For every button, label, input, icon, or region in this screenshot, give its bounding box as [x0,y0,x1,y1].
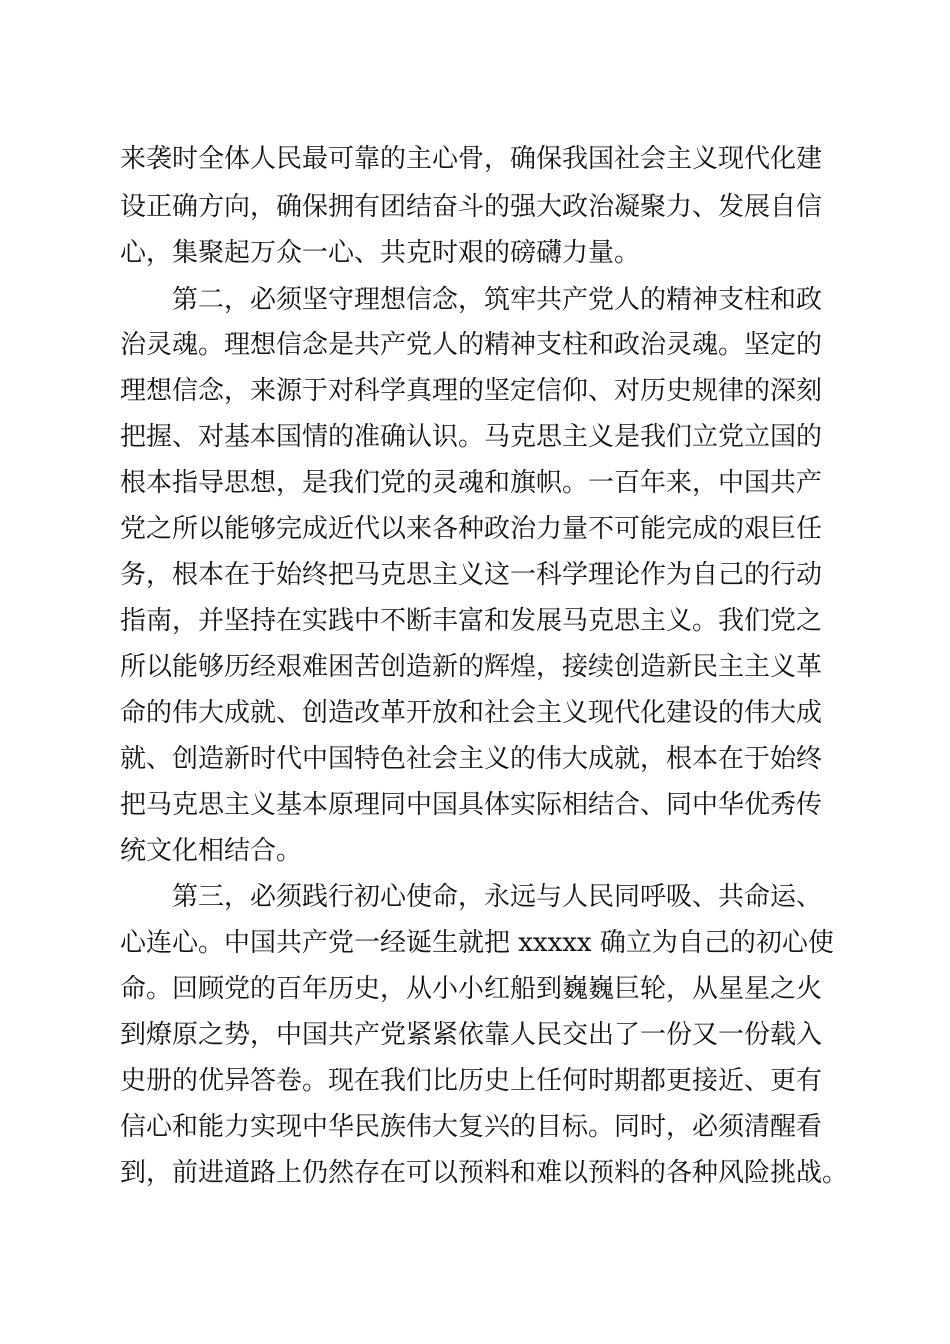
text-line: 务，根本在于始终把马克思主义这一科学理论作为自己的行动 [120,560,823,590]
text-line: 心，集聚起万众一心、共克时艰的磅礴力量。 [120,238,641,268]
text-line: 设正确方向，确保拥有团结奋斗的强大政治凝聚力、发展自信 [120,192,823,222]
paragraph-heading-line: 第二，必须坚守理想信念，筑牢共产党人的精神支柱和政 [172,285,823,315]
text-line: 指南，并坚持在实践中不断丰富和发展马克思主义。我们党之 [120,606,823,636]
text-line: 党之所以能够完成近代以来各种政治力量不可能完成的艰巨任 [120,514,823,544]
text-line: 理想信念，来源于对科学真理的坚定信仰、对历史规律的深刻 [120,376,823,406]
text-line: 把握、对基本国情的准确认识。马克思主义是我们立党立国的 [120,422,823,452]
text-line: 信心和能力实现中华民族伟大复兴的目标。同时，必须清醒看 [120,1112,823,1142]
text-line: 命的伟大成就、创造改革开放和社会主义现代化建设的伟大成 [120,698,823,728]
text-line: 来袭时全体人民最可靠的主心骨，确保我国社会主义现代化建 [120,144,823,174]
text-line: 命。回顾党的百年历史，从小小红船到巍巍巨轮，从星星之火 [120,974,823,1004]
text-line: 史册的优异答卷。现在我们比历史上任何时期都更接近、更有 [120,1066,823,1096]
text-line: 到，前进道路上仍然存在可以预料和难以预料的各种风险挑战。 [120,1158,849,1188]
text-line: 治灵魂。理想信念是共产党人的精神支柱和政治灵魂。坚定的 [120,330,823,360]
text-line: 就、创造新时代中国特色社会主义的伟大成就，根本在于始终 [120,744,823,774]
text-line: 到燎原之势，中国共产党紧紧依靠人民交出了一份又一份载入 [120,1020,823,1050]
text-line: 所以能够历经艰难困苦创造新的辉煌，接续创造新民主主义革 [120,652,823,682]
paragraph-heading-line: 第三，必须践行初心使命，永远与人民同呼吸、共命运、 [172,882,823,912]
text-line: 心连心。中国共产党一经诞生就把 xxxxx 确立为自己的初心使 [120,928,834,958]
text-line: 统文化相结合。 [120,836,303,866]
text-line: 根本指导思想，是我们党的灵魂和旗帜。一百年来，中国共产 [120,468,823,498]
text-line: 把马克思主义基本原理同中国具体实际相结合、同中华优秀传 [120,790,823,820]
